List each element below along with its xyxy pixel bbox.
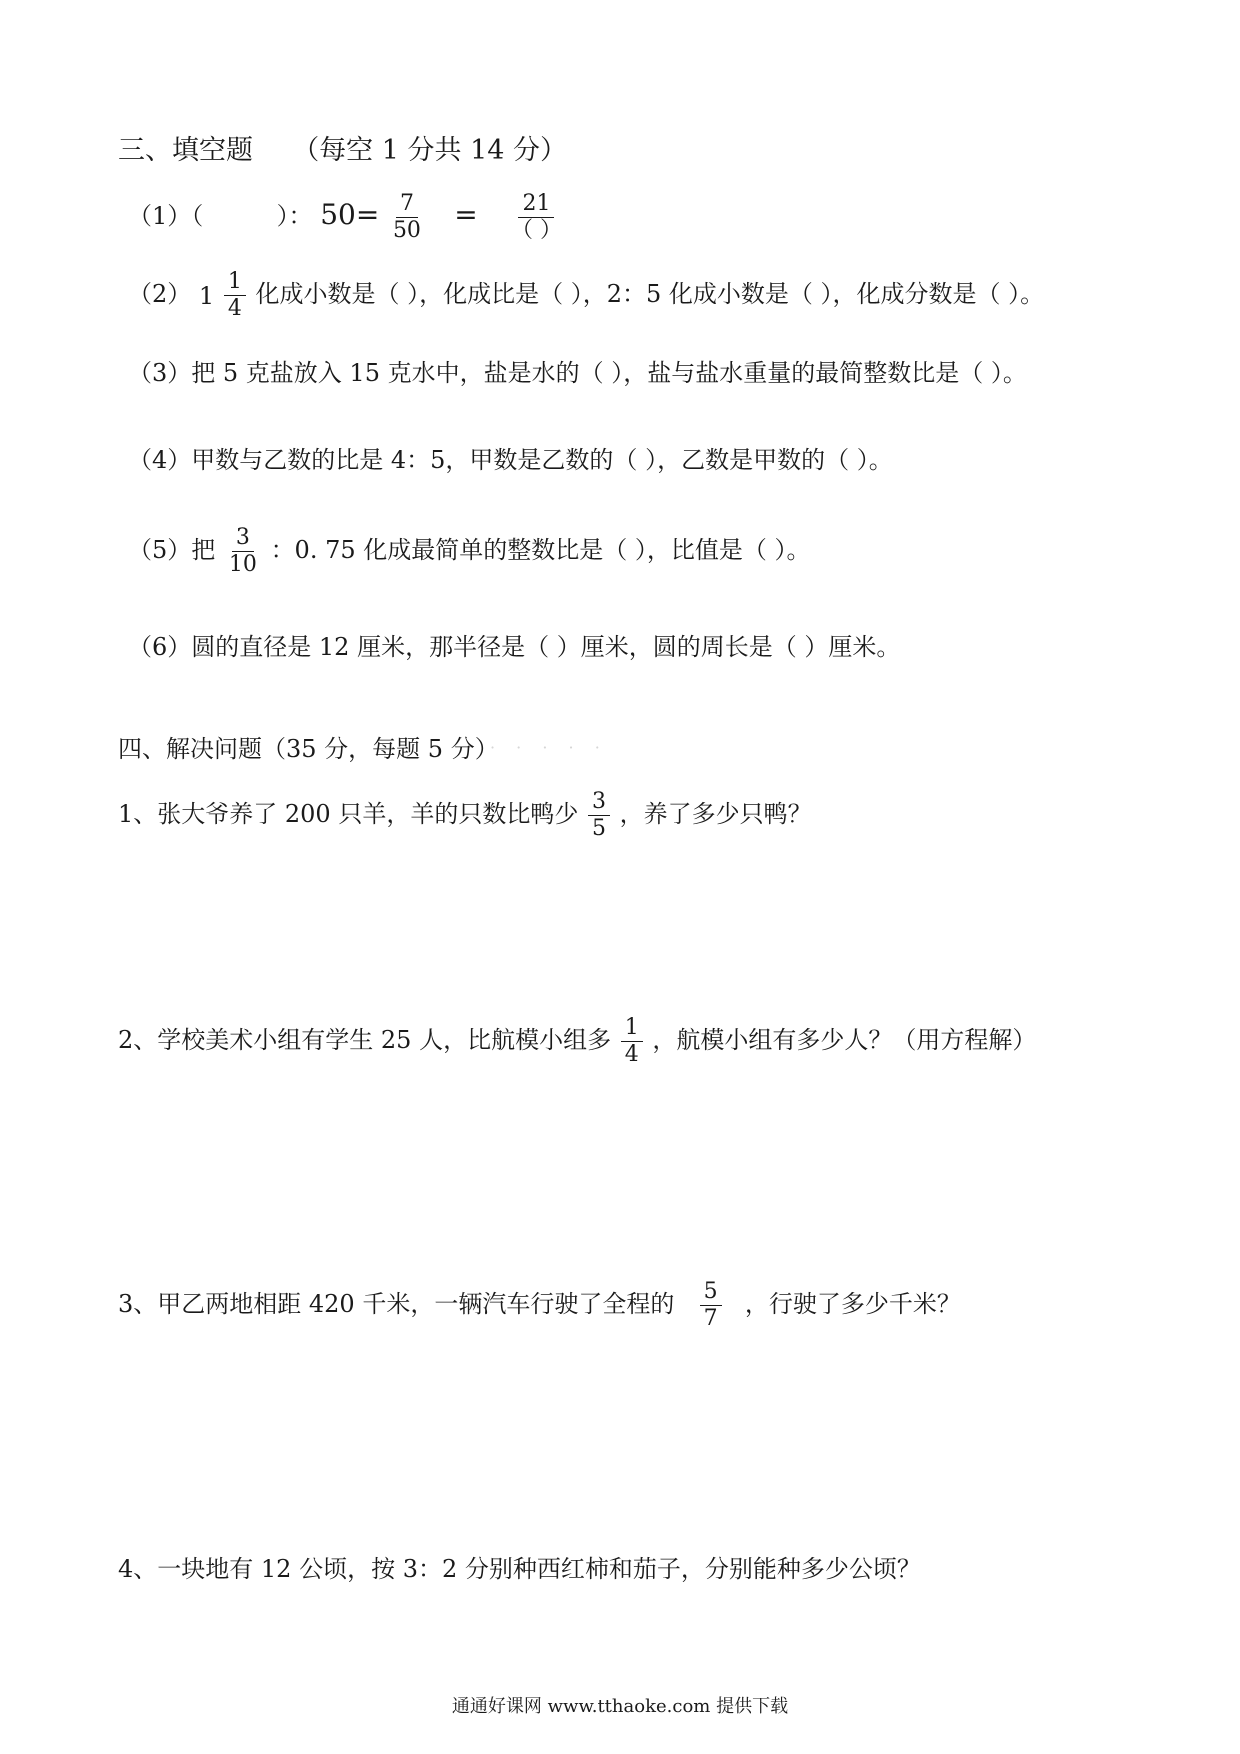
- p3-post: ，行驶了多少千米？: [744, 1290, 961, 1318]
- question-5: [128, 526, 811, 577]
- problem-1: [118, 790, 812, 841]
- question-2: [128, 270, 1044, 321]
- q5-frac-den: 10: [228, 552, 257, 577]
- question-6: （6）圆的直径是 12 厘米，那半径是（ ）厘米，圆的周长是（ ）厘米。: [128, 633, 901, 661]
- p2-post: ，航模小组有多少人？（用方程解）: [652, 1026, 1037, 1054]
- q2-mixed-whole: 1: [198, 281, 215, 310]
- q1-f2-num: 21: [518, 192, 554, 218]
- problem-3: [118, 1280, 961, 1331]
- q1-equals: =: [454, 198, 478, 231]
- p1-pre: 1、张大爷养了 200 只羊，羊的只数比鸭少: [118, 800, 579, 828]
- p3-pre: 3、甲乙两地相距 420 千米，一辆汽车行驶了全程的: [118, 1290, 675, 1318]
- p2-frac-num: 1: [621, 1016, 643, 1042]
- problem-4: 4、一块地有 12 公顷，按 3：2 分别种西红柿和茄子，分别能种多少公顷？: [118, 1555, 921, 1583]
- q1-fraction-7-50: [389, 192, 425, 243]
- section4-title: 四、解决问题（35 分，每题 5 分）: [118, 735, 499, 763]
- q1-fifty: 50=: [320, 198, 380, 231]
- page-footer: 通通好课网 www.tthaoke.com 提供下载: [451, 1696, 789, 1717]
- p3-frac-num: 5: [700, 1280, 722, 1306]
- q5-fraction: [225, 526, 261, 577]
- q2-fraction: [224, 270, 246, 321]
- q2-text: 化成小数是（ ），化成比是（ ），2：5 化成小数是（ ），化成分数是（ ）。: [255, 280, 1045, 308]
- q5-label: （5）把: [128, 536, 216, 564]
- q5-frac-num: 3: [232, 526, 254, 552]
- q5-text: ：0. 75 化成最简单的整数比是（ ），比值是（ ）。: [270, 536, 811, 564]
- p1-frac-den: 5: [591, 816, 606, 841]
- question-1: [128, 192, 568, 243]
- q2-frac-den: 4: [227, 296, 242, 321]
- q1-label: （1）（: [128, 202, 204, 230]
- p3-fraction: [700, 1280, 722, 1331]
- q2-frac-num: 1: [224, 270, 246, 296]
- section3-subtitle: （每空 1 分共 14 分）: [292, 135, 568, 166]
- q1-f2-den: （ ）: [510, 218, 562, 243]
- p2-pre: 2、学校美术小组有学生 25 人，比航模小组多: [118, 1026, 612, 1054]
- problem-2: [118, 1016, 1036, 1067]
- section3-heading: [118, 136, 567, 166]
- faint-watermark-dots: · · · · ·: [490, 738, 608, 757]
- q1-mid: ）：: [276, 202, 313, 230]
- p3-frac-den: 7: [703, 1306, 718, 1331]
- q1-f1-num: 7: [396, 192, 418, 218]
- p1-frac-num: 3: [588, 790, 610, 816]
- q1-f1-den: 50: [392, 218, 421, 243]
- q1-fraction-21: [507, 192, 566, 243]
- p1-post: ，养了多少只鸭？: [619, 800, 812, 828]
- p2-frac-den: 4: [624, 1042, 639, 1067]
- p2-fraction: [621, 1016, 643, 1067]
- q2-label: （2）: [128, 280, 192, 308]
- section3-title: 三、填空题: [118, 135, 253, 166]
- question-3: （3）把 5 克盐放入 15 克水中，盐是水的（ ），盐与盐水重量的最简整数比是（ ）。: [128, 359, 1027, 387]
- question-4: （4）甲数与乙数的比是 4：5，甲数是乙数的（ ），乙数是甲数的（ ）。: [128, 446, 893, 474]
- p1-fraction: [588, 790, 610, 841]
